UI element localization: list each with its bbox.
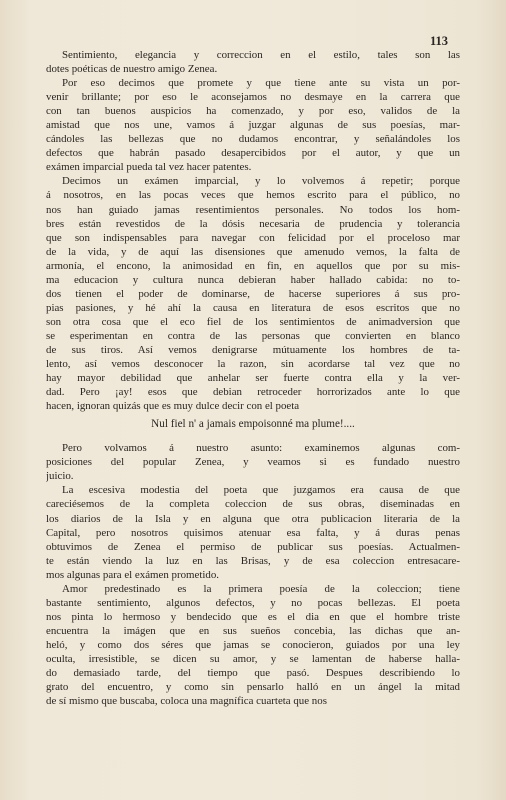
text-line: de la vida, y de aquí las disensiones que amenudo vemos, la falta de [46, 245, 460, 258]
text-line: bres están revestidos de la dósis necesaria de prudencia y tolerancia [46, 217, 460, 230]
text-line: encuentra la imágen que en sus sueños concebia, las dichas que an- [46, 624, 460, 637]
text-line: cándoles las bellezas que no dudamos encontrar, y señalándoles los [46, 133, 460, 146]
text-line: los diarios de la Isla y en alguna que otra publicacion literaria de la [46, 512, 460, 525]
text-line: Sentimiento, elegancia y correccion en el estilo, tales son las [62, 49, 460, 61]
text-line: de sus tiros. Así vemos denigrarse mútuamente los hombres de ta- [46, 343, 460, 356]
quoted-verse: Nul fiel n' a jamais empoisonné ma plume!.... [151, 418, 355, 431]
text-line: Capital, pero nosotros quisimos atenuar esa falta, y á duras penas [46, 526, 460, 539]
text-line: son otra cosa que el eco fiel de los sentimientos de animadversion que [46, 315, 460, 328]
paragraph [46, 483, 460, 581]
paragraph [46, 582, 460, 708]
paragraph [46, 48, 460, 76]
page-number: 113 [429, 34, 448, 48]
text-line: de sí mismo que buscaba, coloca una magnífica cuarteta que nos [46, 695, 327, 708]
page-body [46, 48, 460, 708]
text-line: hacen, ignoran quizás que es muy dulce decir con el poeta [46, 400, 300, 413]
text-line: nos pinta lo hermoso y bendecido que es el dia en que el hombre triste [46, 610, 460, 623]
paragraph [46, 76, 460, 174]
text-line: nos han guiado jamas resentimientos personales. No todos los hom- [46, 203, 460, 216]
text-line: á nosotros, en las pocas veces que hemos escrito para el público, no [46, 189, 460, 202]
text-line: do demasiado tarde, del tiempo que pasó. Despues describiendo lo [46, 667, 460, 680]
paragraph [46, 174, 460, 413]
text-line: que son indispensables para navegar con felicidad por el proceloso mar [46, 231, 460, 244]
text-line: Por eso decimos que promete y que tiene ante su vista un por- [62, 77, 460, 90]
text-line: dos tienen el poder de dominarse, de hacerse superiores á sus pro- [46, 287, 460, 300]
text-line: grato del encuentro, y como sin pensarlo halló en un ángel la mitad [46, 681, 460, 694]
text-line: Pero volvamos á nuestro asunto: examinemos algunas com- [62, 442, 460, 455]
text-line: exámen imparcial pueda tal vez hacer patentes. [46, 161, 252, 174]
text-line: dad. Pero ¡ay! esos que debian retroceder horrorizados ante lo que [46, 386, 460, 399]
text-line: armonía, el encono, la animosidad en fin, en aquellos que por su mis- [46, 259, 460, 272]
text-line: ma educacion y cultura nunca debieran haber hallado cabida: no to- [46, 273, 460, 286]
text-line: dotes poéticas de nuestro amigo Zenea. [46, 63, 218, 76]
text-line: hay mayor debilidad que anhelar ser fuerte contra ella y la ver- [46, 372, 460, 385]
text-line: amistad que nos une, vamos á juzgar algunas de sus poesías, mar- [46, 119, 460, 132]
text-line: defectos que habrán pasado desapercibidos por el autor, y que un [46, 147, 460, 160]
text-line: heló, y como dos séres que jamas se conocieron, guiados por una ley [46, 638, 460, 651]
text-line: Amor predestinado es la primera poesía de la coleccion; tiene [62, 582, 460, 595]
text-line: te están viendo la luz en las Brisas, y de esa coleccion entresacare- [46, 554, 460, 567]
text-line: mos algunas para el exámen prometido. [46, 568, 219, 581]
paragraph [46, 441, 460, 483]
text-line: oculta, irresistible, se dicen su amor, y se lamentan de haberse halla- [46, 652, 460, 665]
text-line: La escesiva modestia del poeta que juzgamos era causa de que [62, 484, 460, 497]
text-line: se esperimentan en contra de las personas que convierten en blanco [46, 329, 460, 342]
text-line: Decimos un exámen imparcial, y lo volvemos á repetir; porque [62, 175, 460, 188]
text-line: lento, así vemos desconocer la razon, sin acordarse tal vez que no [46, 358, 460, 371]
text-line: posiciones del popular Zenea, y veamos si es fundado nuestro [46, 456, 460, 469]
text-line: venir brillante; por eso le aconsejamos no desmaye en la carrera que [46, 91, 460, 104]
text-line: juicio. [46, 470, 74, 483]
text-line: careciésemos de la completa coleccion de sus obras, diseminadas en [46, 498, 460, 511]
text-line: pias pasiones, y hé ahí la causa en literatura de esos escritos que no [46, 301, 460, 314]
text-line: con tan buenos auspicios ha comenzado, y por eso, validos de la [46, 105, 460, 118]
text-line: obtuvimos de Zenea el permiso de publicar sus poesías. Actualmen- [46, 540, 460, 553]
paragraphs-after-quote [46, 441, 460, 708]
text-line: bastante sentimiento, algunos defectos, y no pocas bellezas. El poeta [46, 596, 460, 609]
paragraphs-before-quote [46, 48, 460, 413]
